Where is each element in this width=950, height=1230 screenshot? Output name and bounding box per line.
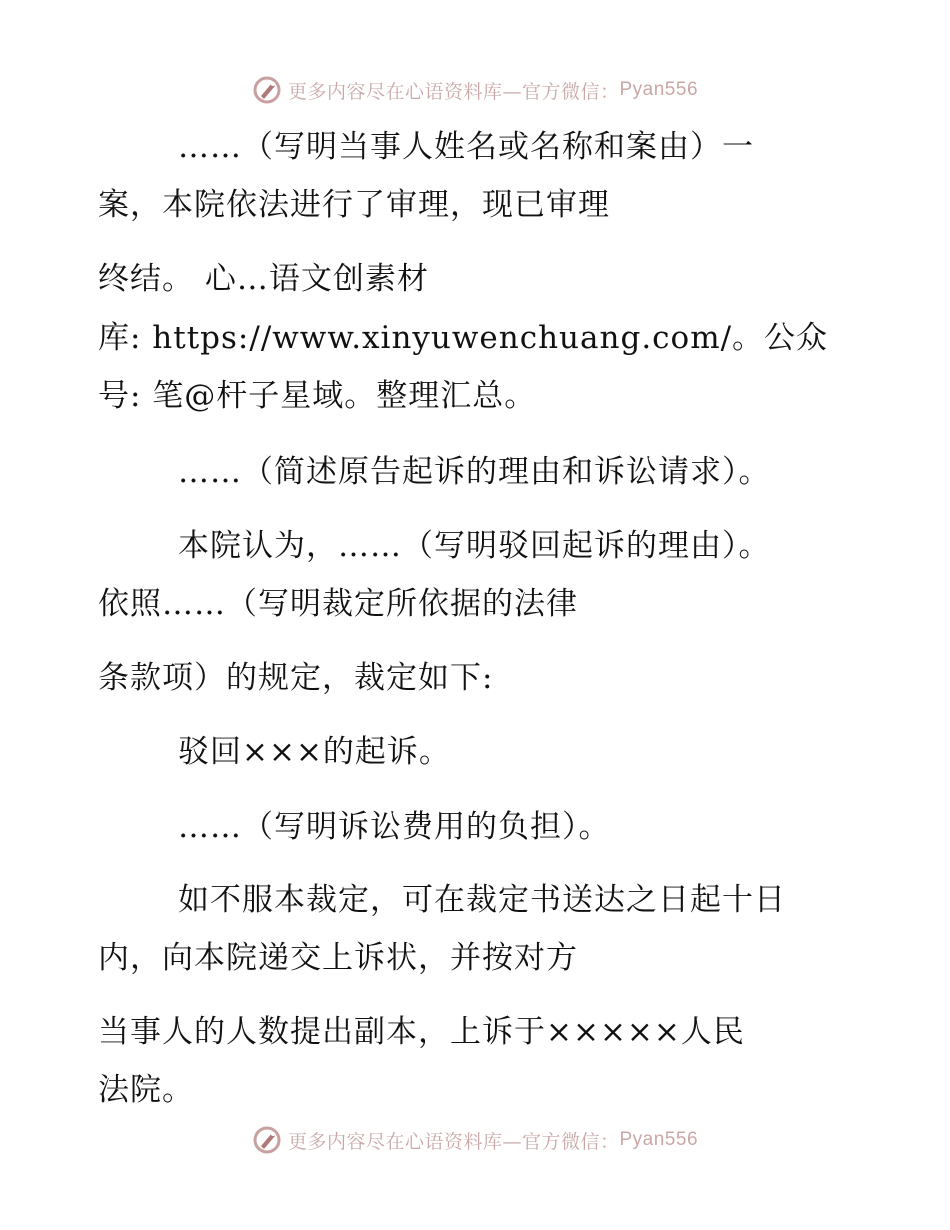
footer-banner xyxy=(0,1120,950,1160)
body-line-14: 当事人的人数提出副本，上诉于×××××人民 xyxy=(98,1014,745,1050)
body-line-6: ……（简述原告起诉的理由和诉讼请求）。 xyxy=(178,454,771,490)
body-line-3: 终结。 心…语文创素材 xyxy=(98,261,429,297)
body-line-9: 条款项）的规定，裁定如下: xyxy=(98,660,494,696)
pen-logo-icon xyxy=(252,1125,282,1155)
body-line-13: 内，向本院递交上诉状，并按对方 xyxy=(98,940,578,976)
body-line-11: ……（写明诉讼费用的负担）。 xyxy=(178,809,611,845)
body-line-12: 如不服本裁定，可在裁定书送达之日起十日 xyxy=(178,882,786,918)
pen-logo-icon xyxy=(252,75,282,105)
body-line-1: ……（写明当事人姓名或名称和案由）一 xyxy=(178,129,754,165)
body-line-10: 驳回×××的起诉。 xyxy=(178,734,451,770)
header-banner xyxy=(0,70,950,110)
banner-wechat-id: Pyan556 xyxy=(619,79,699,100)
body-line-8: 依照……（写明裁定所依据的法律 xyxy=(98,586,578,622)
banner-wechat-id: Pyan556 xyxy=(619,1129,699,1150)
body-line-15: 法院。 xyxy=(98,1072,194,1108)
body-line-4: 库: https://www.xinyuwenchuang.com/。公众 xyxy=(98,320,829,356)
body-line-7: 本院认为，……（写明驳回起诉的理由）。 xyxy=(178,528,771,564)
body-line-2: 案，本院依法进行了审理，现已审理 xyxy=(98,187,610,223)
banner-text: 更多内容尽在心语资料库—官方微信： xyxy=(287,1130,620,1153)
body-line-5: 号: 笔@杆子星域。整理汇总。 xyxy=(98,378,537,414)
banner-text: 更多内容尽在心语资料库—官方微信： xyxy=(287,80,620,103)
